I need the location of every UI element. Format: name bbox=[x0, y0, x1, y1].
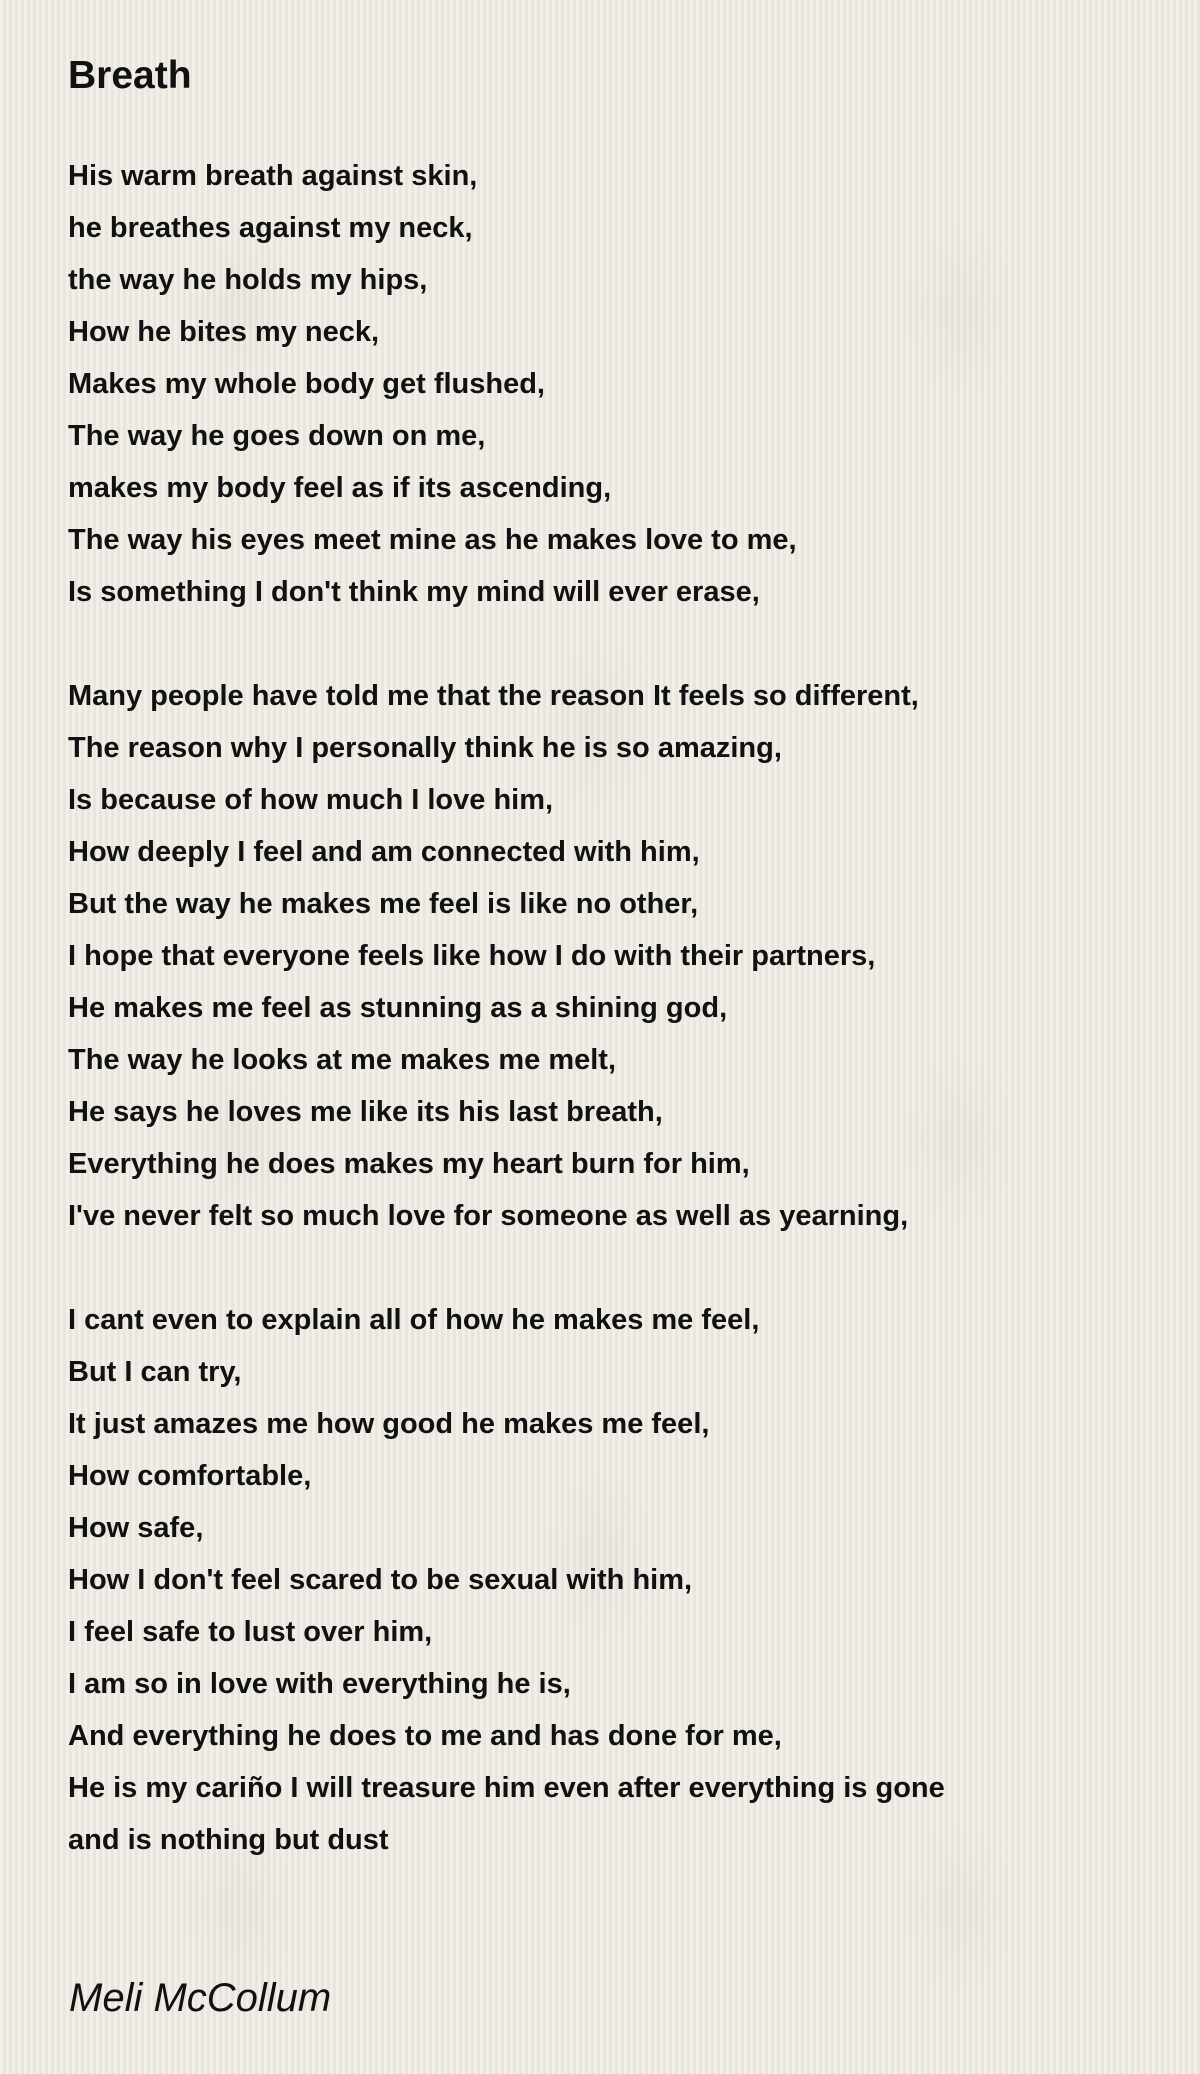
stanza-2 bbox=[68, 670, 1168, 1242]
poem-line: Makes my whole body get flushed, bbox=[68, 368, 545, 400]
poem-line: It just amazes me how good he makes me feel, bbox=[68, 1408, 710, 1440]
poem-line: How deeply I feel and am connected with him, bbox=[68, 836, 700, 868]
poem-body bbox=[68, 150, 1168, 1866]
poem-line: and is nothing but dust bbox=[68, 1824, 389, 1856]
poem-line: makes my body feel as if its ascending, bbox=[68, 472, 612, 504]
poem-line: I've never felt so much love for someone as well as yearning, bbox=[68, 1200, 909, 1232]
poem-line: Is because of how much I love him, bbox=[68, 784, 554, 816]
poem-line: I hope that everyone feels like how I do with their partners, bbox=[68, 940, 876, 972]
poem-line: But I can try, bbox=[68, 1356, 242, 1388]
poem-line: But the way he makes me feel is like no other, bbox=[68, 888, 699, 920]
poem-line: How I don't feel scared to be sexual with him, bbox=[68, 1564, 693, 1596]
poem-line: Everything he does makes my heart burn for him, bbox=[68, 1148, 750, 1180]
poem-line: His warm breath against skin, bbox=[68, 160, 478, 192]
poem-line: I am so in love with everything he is, bbox=[68, 1668, 571, 1700]
poem-title: Breath bbox=[68, 54, 192, 97]
poem-line: He makes me feel as stunning as a shining god, bbox=[68, 992, 728, 1024]
poem-line: He is my cariño I will treasure him even after everything is gone bbox=[68, 1772, 945, 1804]
poem-line: the way he holds my hips, bbox=[68, 264, 428, 296]
poem-line: And everything he does to me and has done for me, bbox=[68, 1720, 782, 1752]
poem-line: How comfortable, bbox=[68, 1460, 312, 1492]
poem-author: Meli McCollum bbox=[69, 1976, 332, 2020]
poem-line: I cant even to explain all of how he makes me feel, bbox=[68, 1304, 760, 1336]
poem-line: Many people have told me that the reason It feels so different, bbox=[68, 680, 919, 712]
poem-line: The way his eyes meet mine as he makes love to me, bbox=[68, 524, 797, 556]
poem-line: The reason why I personally think he is so amazing, bbox=[68, 732, 782, 764]
poem-line: he breathes against my neck, bbox=[68, 212, 473, 244]
stanza-3 bbox=[68, 1294, 1168, 1866]
poem-line: He says he loves me like its his last breath, bbox=[68, 1096, 663, 1128]
poem-line: The way he goes down on me, bbox=[68, 420, 486, 452]
poem-line: Is something I don't think my mind will ever erase, bbox=[68, 576, 760, 608]
poem-line: How he bites my neck, bbox=[68, 316, 380, 348]
stanza-1 bbox=[68, 150, 1168, 618]
poem-line: The way he looks at me makes me melt, bbox=[68, 1044, 617, 1076]
poem-line: How safe, bbox=[68, 1512, 204, 1544]
poem-line: I feel safe to lust over him, bbox=[68, 1616, 433, 1648]
